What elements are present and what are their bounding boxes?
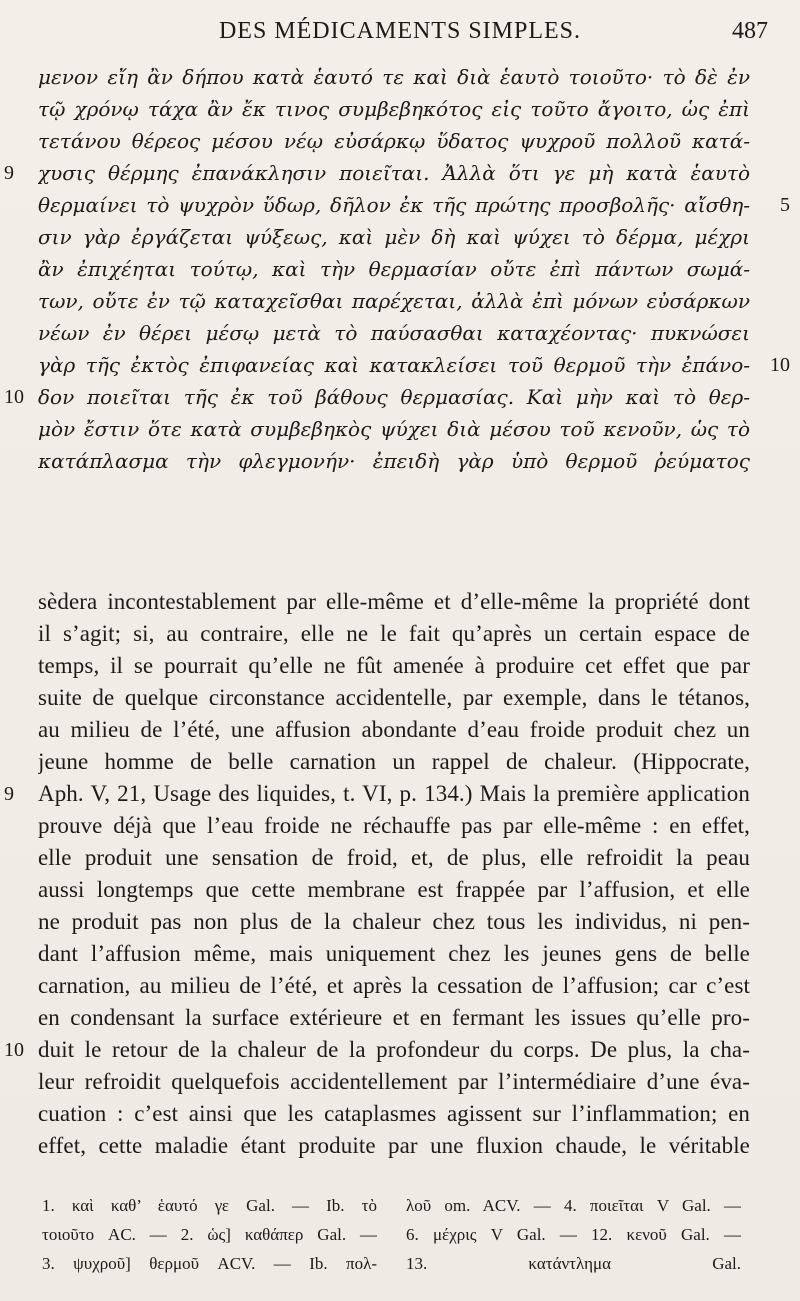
greek-line	[38, 221, 750, 253]
footnotes	[0, 1191, 800, 1283]
french-line-text: au milieu de l’été, une affusion abondante d’eau froide produit chez un	[38, 717, 750, 742]
french-line	[38, 746, 750, 778]
french-line-text: temps, il se pourrait qu’elle ne fût amenée à produire cet effet que par	[38, 653, 750, 678]
greek-line	[38, 157, 750, 189]
greek-left-line-number: 9	[4, 162, 14, 184]
running-title: DES MÉDICAMENTS SIMPLES.	[218, 18, 582, 44]
footnote-line: 6. μέχρις V Gal. — 12. κενοῦ Gal. —	[406, 1225, 741, 1244]
greek-line-text: χυσις θέρμης ἐπανάκλησιν ποιεῖται. Ἀλλὰ ὅτι γε μὴ κατὰ ἑαυτὸ	[38, 161, 750, 185]
greek-line	[38, 445, 750, 477]
french-line	[38, 906, 750, 938]
footnote-line: 13. κατάντλημα Gal.	[406, 1254, 741, 1273]
greek-line	[38, 253, 750, 285]
french-line	[38, 874, 750, 906]
french-line-text: effet, cette maladie étant produite par une fluxion chaude, le véritable	[38, 1133, 750, 1158]
page-number: 487	[732, 18, 768, 44]
french-line-text: jeune homme de belle carnation un rappel de chaleur. (Hippocrate,	[38, 749, 750, 774]
french-line-text: ne produit pas non plus de la chaleur chez tous les individus, ni pen-	[38, 909, 750, 934]
greek-line	[38, 61, 750, 93]
french-line	[38, 1034, 750, 1066]
french-line	[38, 938, 750, 970]
greek-line-text: νέων ἐν θέρει μέσῳ μετὰ τὸ παύσασθαι καταχέοντας· πυκνώσει	[38, 321, 750, 345]
greek-line	[38, 189, 750, 221]
french-line-text: Aph. V, 21, Usage des liquides, t. VI, p. 134.) Mais la première application	[38, 781, 750, 806]
greek-line	[38, 285, 750, 317]
french-line	[38, 970, 750, 1002]
french-line	[38, 842, 750, 874]
greek-line-text: θερμαίνει τὸ ψυχρὸν ὕδωρ, δῆλον ἐκ τῆς πρώτης προσβολῆς· αἴσθη-	[38, 193, 750, 217]
french-line	[38, 1130, 750, 1162]
french-line	[38, 778, 750, 810]
french-line-text: elle produit une sensation de froid, et, de plus, elle refroidit la peau	[38, 845, 750, 870]
french-line	[38, 650, 750, 682]
greek-line-text: δον ποιεῖται τῆς ἐκ τοῦ βάθους θερμασίας. Καὶ μὴν καὶ τὸ θερ-	[38, 385, 750, 409]
greek-line-text: σιν γὰρ ἐργάζεται ψύξεως, καὶ μὲν δὴ καὶ ψύχει τὸ δέρμα, μέχρι	[38, 225, 750, 249]
french-line	[38, 810, 750, 842]
french-line-text: il s’agit; si, au contraire, elle ne le fait qu’après un certain espace de	[38, 621, 750, 646]
footnotes-right-column	[406, 1191, 741, 1278]
footnotes-left-column	[42, 1191, 377, 1278]
greek-left-line-number: 10	[4, 386, 24, 408]
greek-line-text: τετάνου θέρεος μέσου νέῳ εὐσάρκῳ ὕδατος ψυχροῦ πολλοῦ κατά-	[38, 129, 750, 153]
footnote-line: λοῦ om. ACV. — 4. ποιεῖται V Gal. —	[406, 1196, 741, 1215]
french-line-text: en condensant la surface extérieure et en fermant les issues qu’elle pro-	[38, 1005, 750, 1030]
page-header	[0, 16, 800, 46]
french-line	[38, 618, 750, 650]
french-line-text: carnation, au milieu de l’été, et après la cessation de l’affusion; car c’est	[38, 973, 750, 998]
greek-line	[38, 317, 750, 349]
greek-line-text: γὰρ τῆς ἐκτὸς ἐπιφανείας καὶ κατακλείσει τοῦ θερμοῦ τὴν ἐπάνο-	[38, 353, 750, 377]
greek-line-text: κατάπλασμα τὴν φλεγμονήν· ἐπειδὴ γὰρ ὑπὸ θερμοῦ ῥεύματος	[38, 449, 750, 473]
french-line	[38, 1066, 750, 1098]
french-line-text: leur refroidit quelquefois accidentellement par l’intermédiaire d’une éva-	[38, 1069, 750, 1094]
french-left-line-number: 9	[4, 783, 14, 805]
french-line-text: cuation : c’est ainsi que les cataplasmes agissent sur l’inflammation; en	[38, 1101, 750, 1126]
footnote-line: 3. ψυχροῦ] θερμοῦ ACV. — Ib. πολ-	[42, 1254, 377, 1273]
greek-line-text: των, οὔτε ἐν τῷ καταχεῖσθαι παρέχεται, ἀλλὰ ἐπὶ μόνων εὐσάρκων	[38, 289, 750, 313]
french-line-text: aussi longtemps que cette membrane est frappée par l’affusion, et elle	[38, 877, 750, 902]
footnote-line: 1. καὶ καθ’ ἑαυτό γε Gal. — Ib. τὸ	[42, 1196, 377, 1215]
greek-line	[38, 93, 750, 125]
footnote-line: τοιοῦτο AC. — 2. ὡς] καθάπερ Gal. —	[42, 1225, 377, 1244]
french-line-text: prouve déjà que l’eau froide ne réchauffe pas par elle-même : en effet,	[38, 813, 750, 838]
greek-line	[38, 413, 750, 445]
greek-line	[38, 381, 750, 413]
french-line-text: duit le retour de la chaleur de la profondeur du corps. De plus, la cha-	[38, 1037, 750, 1062]
french-left-line-number: 10	[4, 1039, 24, 1061]
french-line-text: sèdera incontestablement par elle-même et d’elle-même la propriété dont	[38, 589, 750, 614]
greek-line	[38, 125, 750, 157]
greek-line-text: μενον εἴη ἂν δήπου κατὰ ἑαυτό τε καὶ διὰ ἑαυτὸ τοιοῦτο· τὸ δὲ ἐν	[38, 65, 750, 89]
french-line	[38, 682, 750, 714]
greek-line-text: ἂν ἐπιχέηται τούτῳ, καὶ τὴν θερμασίαν οὔτε ἐπὶ πάντων σωμά-	[38, 257, 750, 281]
french-line-text: suite de quelque circonstance accidentelle, par exemple, dans le tétanos,	[38, 685, 750, 710]
greek-right-line-number: 5	[780, 194, 790, 216]
french-line	[38, 714, 750, 746]
french-line	[38, 1002, 750, 1034]
greek-line-text: τῷ χρόνῳ τάχα ἂν ἔκ τινος συμβεβηκότος εἰς τοῦτο ἄγοιτο, ὡς ἐπὶ	[38, 97, 750, 121]
french-line	[38, 586, 750, 618]
greek-line	[38, 349, 750, 381]
greek-line-text: μὸν ἔστιν ὅτε κατὰ συμβεβηκὸς ψύχει διὰ μέσου τοῦ κενοῦν, ὡς τὸ	[38, 417, 750, 441]
french-line	[38, 1098, 750, 1130]
greek-right-line-number: 10	[770, 354, 790, 376]
french-line-text: dant l’affusion même, mais uniquement chez les jeunes gens de belle	[38, 941, 750, 966]
